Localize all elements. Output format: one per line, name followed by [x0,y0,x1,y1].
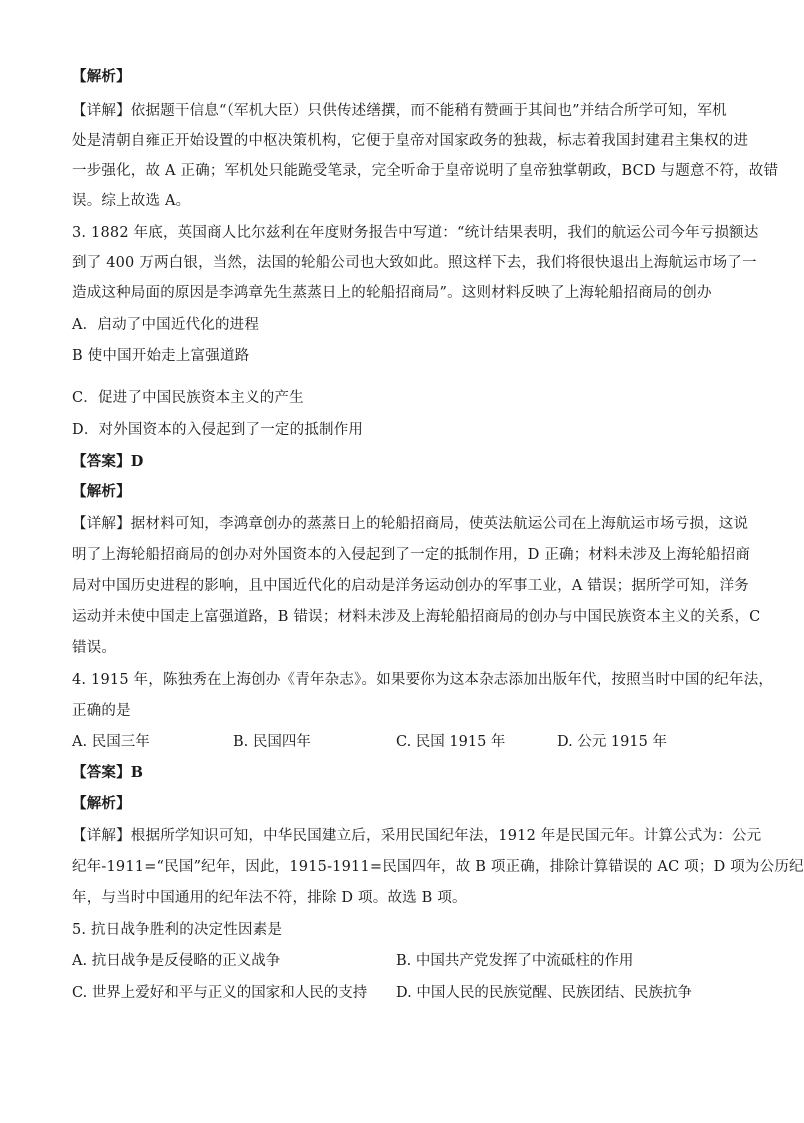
q5-option-c: C. 世界上爱好和平与正义的国家和人民的支持 [72,985,368,1001]
q2-detail-line: 【详解】依据题干信息“（军机大臣）只供传述缮撰，而不能稍有赞画于其间也”并结合所学可知，军机 [72,103,727,119]
q4-option-a: A. 民国三年 [72,734,150,750]
q3-option-c: C．促进了中国民族资本主义的产生 [72,390,304,406]
q2-detail-line: 一步强化，故 A 正确；军机处只能跪受笔录，完全听命于皇帝说明了皇帝独掌朝政，BCD 与题意不符，故错 [72,163,779,179]
q4-analysis-heading: 【解析】 [72,795,131,812]
q2-detail-line: 处是清朝自雍正开始设置的中枢决策机构，它便于皇帝对国家政务的独裁，标志着我国封建君主集权的进 [72,133,749,149]
q3-option-a: A．启动了中国近代化的进程 [72,317,260,333]
q4-detail-line: 【详解】根据所学知识可知，中华民国建立后，采用民国纪年法，1912 年是民国元年。计算公式为：公元 [72,828,762,844]
q2-analysis-heading: 【解析】 [72,68,131,85]
q5-option-a: A. 抗日战争是反侵略的正义战争 [72,953,281,969]
q4-detail-line: 纪年-1911=“民国”纪年，因此，1915-1911=民国四年，故 B 项正确，排除计算错误的 AC 项；D 项为公历纪 [72,859,804,875]
q3-option-b: B 使中国开始走上富强道路 [72,348,250,364]
q3-answer: 【答案】D [72,453,144,470]
q3-detail-line: 错误。 [72,640,117,656]
q4-option-d: D. 公元 1915 年 [557,734,667,750]
q2-detail-line: 误。综上故选 A。 [72,193,191,209]
q4-answer: 【答案】B [72,764,144,781]
q4-detail-line: 年，与当时中国通用的纪年法不符，排除 D 项。故选 B 项。 [72,890,467,906]
q3-detail-line: 运动并未使中国走上富强道路，B 错误；材料未涉及上海轮船招商局的创办与中国民族资本主义的关系，C [72,609,761,625]
q3-detail-line: 【详解】据材料可知，李鸿章创办的蒸蒸日上的轮船招商局，使英法航运公司在上海航运市场亏损，这说 [72,516,749,532]
q3-stem-line: 造成这种局面的原因是李鸿章先生蒸蒸日上的轮船招商局”。这则材料反映了上海轮船招商局的创办 [72,285,712,301]
q4-stem-line: 正确的是 [72,703,131,719]
q5-stem: 5. 抗日战争胜利的决定性因素是 [72,922,283,938]
q5-option-b: B. 中国共产党发挥了中流砥柱的作用 [396,953,634,969]
q4-stem-line: 4. 1915 年，陈独秀在上海创办《青年杂志》。如果要你为这本杂志添加出版年代，按照当时中国的纪年法， [72,672,774,688]
q3-analysis-heading: 【解析】 [72,483,131,500]
q4-option-c: C. 民国 1915 年 [396,734,506,750]
q4-option-b: B. 民国四年 [233,734,311,750]
q3-option-d: D．对外国资本的入侵起到了一定的抵制作用 [72,422,364,438]
q3-detail-line: 明了上海轮船招商局的创办对外国资本的入侵起到了一定的抵制作用，D 正确；材料未涉及上海轮船招商 [72,547,751,563]
q3-stem-line: 3. 1882 年底，英国商人比尔兹利在年度财务报告中写道：“统计结果表明，我们的航运公司今年亏损额达 [72,225,759,241]
q3-stem-line: 到了 400 万两白银，当然，法国的轮船公司也大致如此。照这样下去，我们将很快退出上海航运市场了一 [72,255,757,271]
q5-option-d: D. 中国人民的民族觉醒、民族团结、民族抗争 [396,985,692,1001]
q3-detail-line: 局对中国历史进程的影响，且中国近代化的启动是洋务运动创办的军事工业，A 错误；据所学可知，洋务 [72,578,749,594]
